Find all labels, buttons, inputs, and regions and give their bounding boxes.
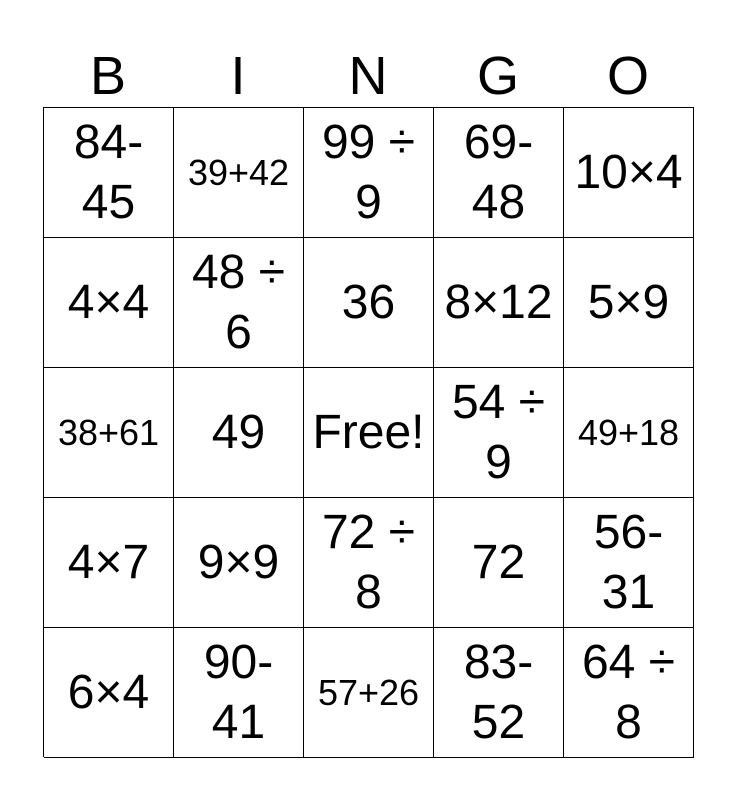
- cell-text: 39+42: [187, 151, 290, 193]
- cell-text: 54 ÷ 9: [451, 375, 546, 489]
- cell-text: 36: [341, 275, 396, 329]
- bingo-cell-r1-c1[interactable]: [44, 108, 174, 238]
- bingo-cell-r4-c5[interactable]: [564, 498, 694, 628]
- cell-text: 64 ÷ 8: [581, 635, 676, 749]
- cell-text: 57+26: [317, 671, 420, 713]
- bingo-cell-r5-c4[interactable]: [434, 628, 564, 758]
- cell-text: 4×4: [67, 275, 150, 329]
- cell-text: 10×4: [574, 145, 683, 199]
- bingo-cell-r2-c3[interactable]: [304, 238, 434, 368]
- bingo-cell-r2-c2[interactable]: [174, 238, 304, 368]
- bingo-cell-r2-c4[interactable]: [434, 238, 564, 368]
- cell-text: 56- 31: [593, 505, 664, 619]
- bingo-cell-r5-c1[interactable]: [44, 628, 174, 758]
- bingo-cell-r2-c5[interactable]: [564, 238, 694, 368]
- bingo-grid: [43, 107, 694, 757]
- cell-text: 49: [211, 405, 266, 459]
- header-letter-o: O: [606, 46, 649, 106]
- cell-text: 48 ÷ 6: [191, 245, 286, 359]
- bingo-cell-r1-c5[interactable]: [564, 108, 694, 238]
- header-letter-i: I: [230, 46, 246, 106]
- cell-text: 72 ÷ 8: [321, 505, 416, 619]
- cell-text: 5×9: [587, 275, 670, 329]
- bingo-cell-r4-c3[interactable]: [304, 498, 434, 628]
- cell-text: 90- 41: [203, 635, 274, 749]
- bingo-cell-r4-c2[interactable]: [174, 498, 304, 628]
- cell-text: 99 ÷ 9: [321, 115, 416, 229]
- bingo-cell-r1-c4[interactable]: [434, 108, 564, 238]
- cell-text: 72: [471, 535, 526, 589]
- bingo-cell-r1-c3[interactable]: [304, 108, 434, 238]
- bingo-cell-r4-c4[interactable]: [434, 498, 564, 628]
- cell-text: 84- 45: [73, 115, 144, 229]
- bingo-cell-r3-c2[interactable]: [174, 368, 304, 498]
- cell-text: 49+18: [577, 411, 680, 453]
- bingo-cell-r3-c1[interactable]: [44, 368, 174, 498]
- bingo-cell-r3-c4[interactable]: [434, 368, 564, 498]
- bingo-header: [43, 44, 693, 108]
- bingo-cell-r4-c1[interactable]: [44, 498, 174, 628]
- bingo-cell-r5-c5[interactable]: [564, 628, 694, 758]
- bingo-cell-free-space[interactable]: [304, 368, 434, 498]
- cell-text: 38+61: [57, 411, 160, 453]
- cell-text: 9×9: [197, 535, 280, 589]
- cell-text: 83- 52: [463, 635, 534, 749]
- cell-text: 8×12: [444, 275, 553, 329]
- bingo-cell-r1-c2[interactable]: [174, 108, 304, 238]
- header-letter-b: B: [89, 46, 127, 106]
- bingo-cell-r2-c1[interactable]: [44, 238, 174, 368]
- bingo-cell-r5-c2[interactable]: [174, 628, 304, 758]
- free-space-text: Free!: [312, 405, 425, 459]
- header-letter-n: N: [348, 46, 388, 106]
- bingo-cell-r5-c3[interactable]: [304, 628, 434, 758]
- cell-text: 6×4: [67, 665, 150, 719]
- header-letter-g: G: [476, 46, 519, 106]
- cell-text: 4×7: [67, 535, 150, 589]
- cell-text: 69- 48: [463, 115, 534, 229]
- bingo-cell-r3-c5[interactable]: [564, 368, 694, 498]
